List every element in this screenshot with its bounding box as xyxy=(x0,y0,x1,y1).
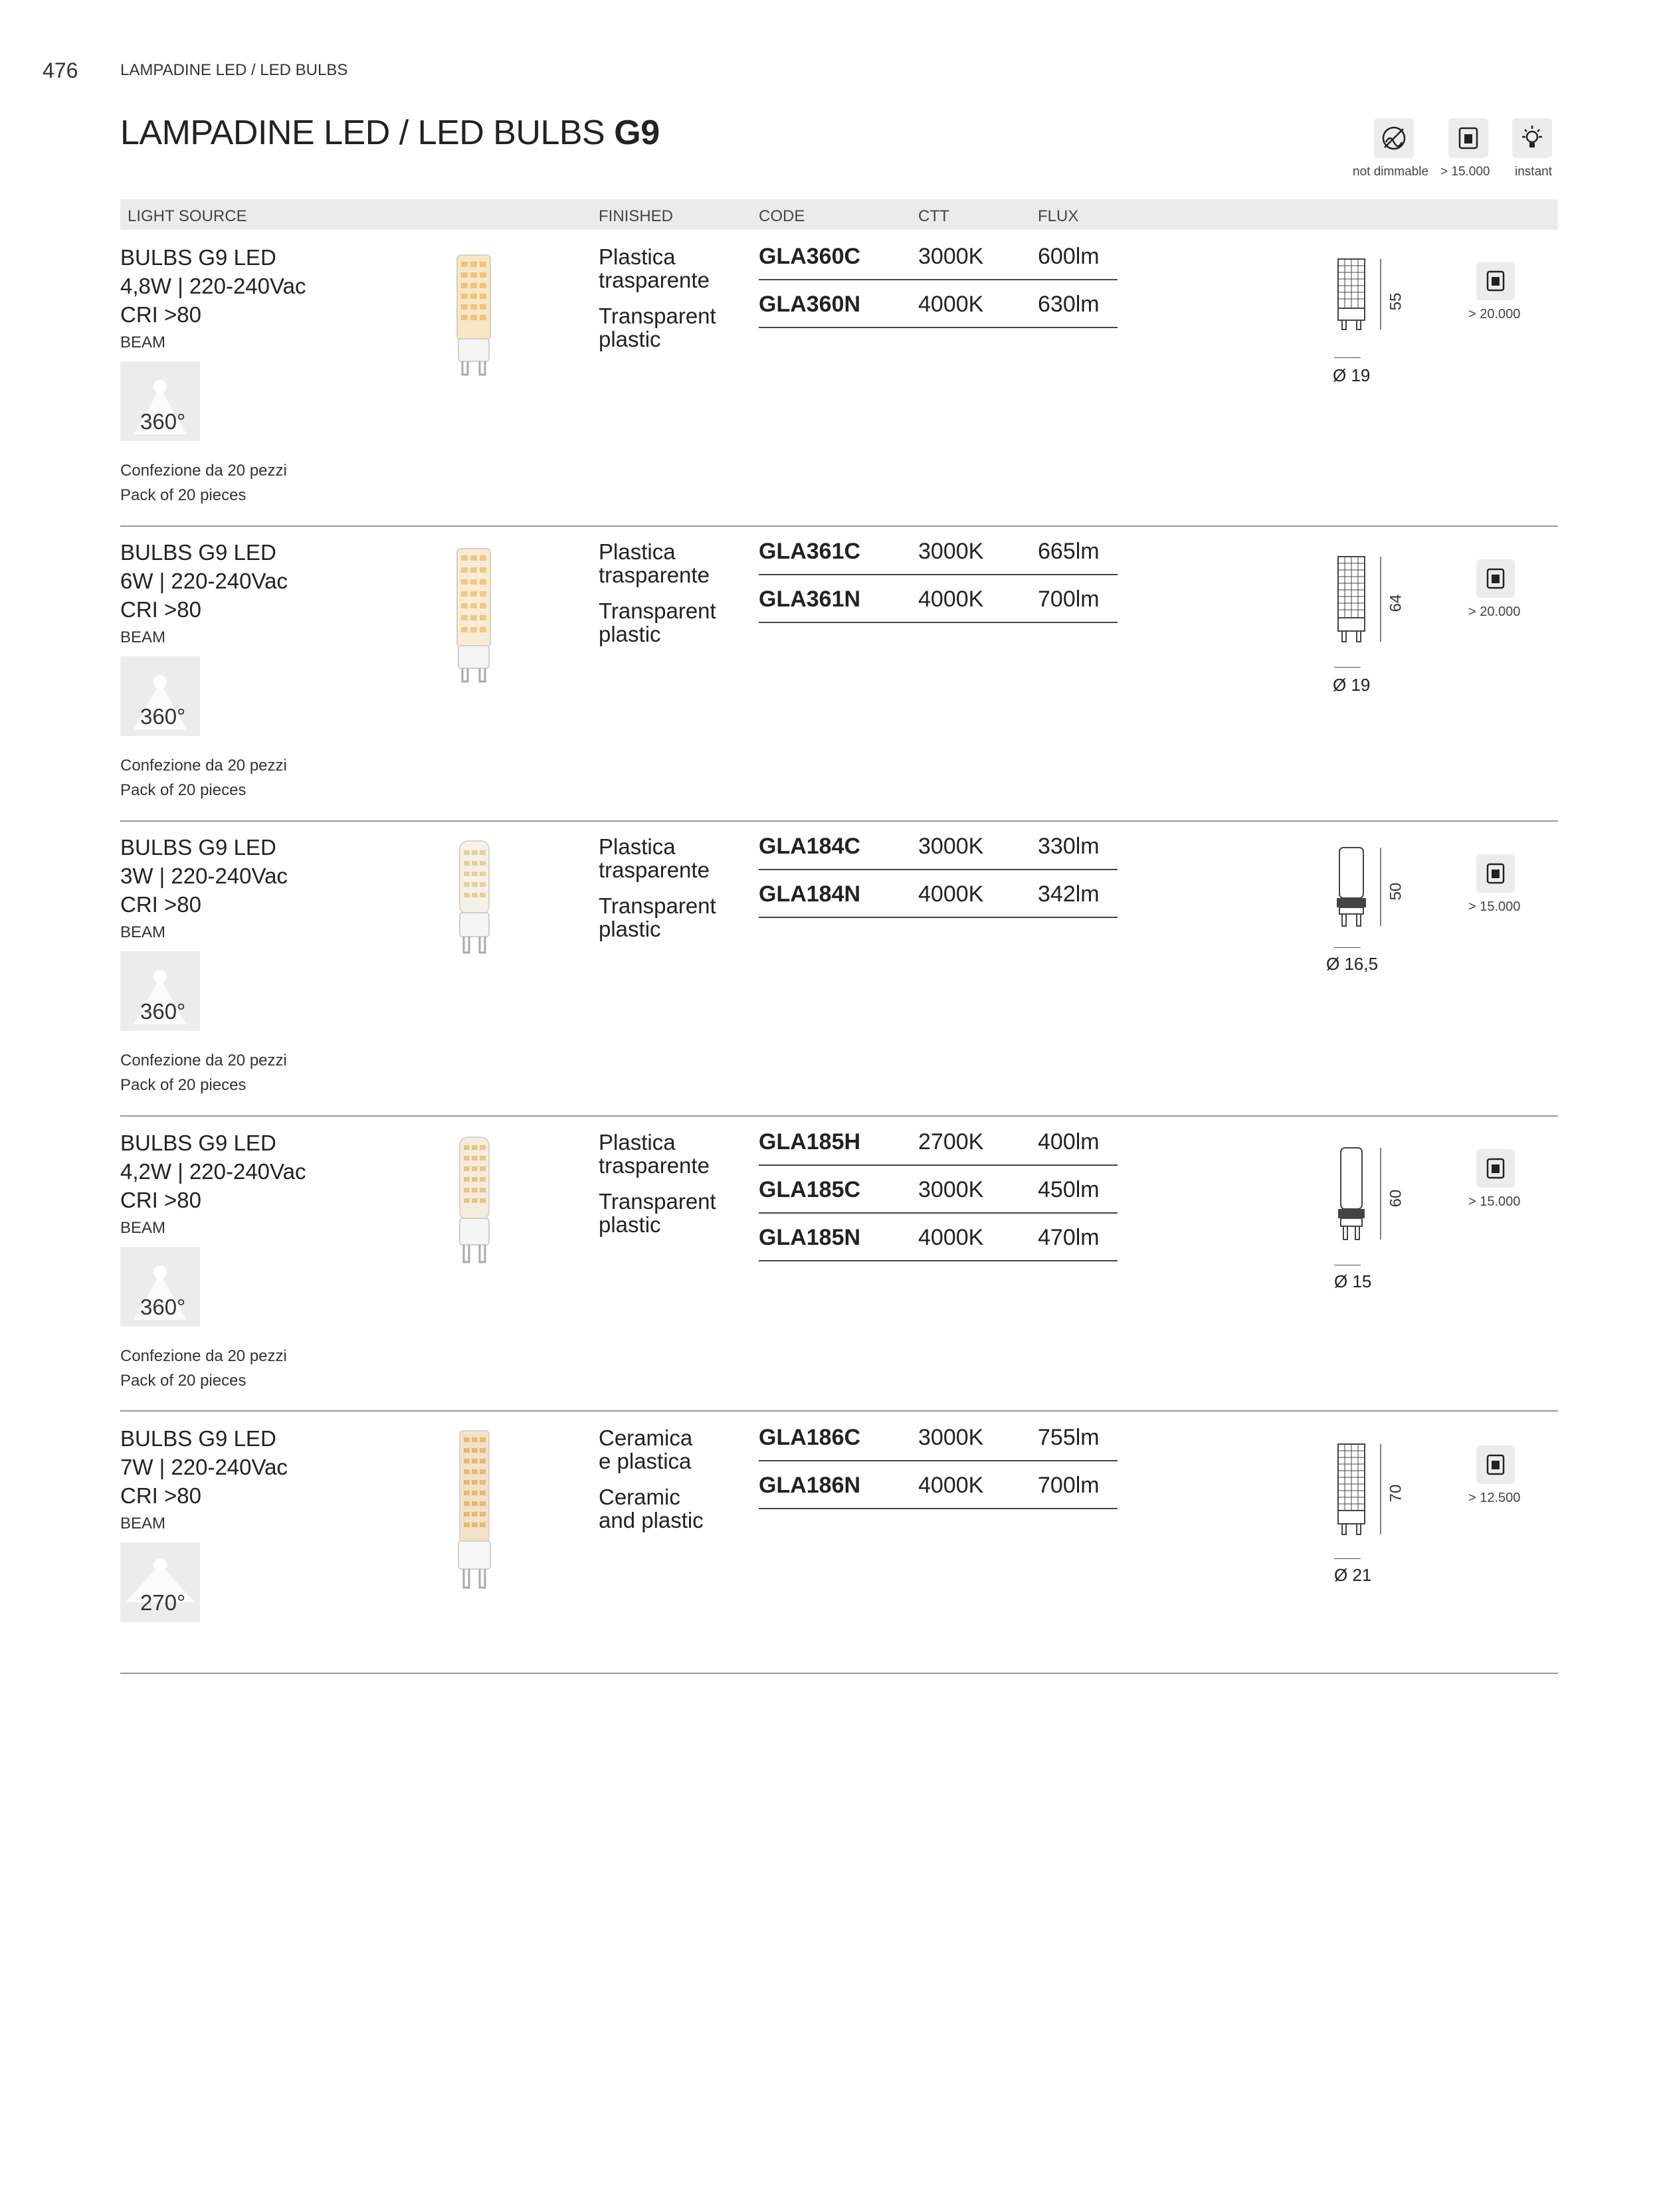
finish-it-line2: e plastica xyxy=(599,1449,692,1473)
variant-divider xyxy=(759,327,1118,328)
finish-en-line1: Transparent xyxy=(599,893,716,918)
finish-it-line2: trasparente xyxy=(599,1153,710,1178)
variant-code: GLA184N xyxy=(759,881,861,907)
finish-it-line1: Plastica xyxy=(599,539,676,564)
dimension-height: 50 xyxy=(1387,882,1405,901)
product-cri: CRI >80 xyxy=(120,1188,201,1212)
variant-ctt: 4000K xyxy=(918,881,984,907)
lifetime-hours: > 20.000 xyxy=(1468,307,1521,322)
lifetime-icon xyxy=(1448,118,1488,158)
pack-en: Pack of 20 pieces xyxy=(120,1076,246,1094)
col-code: CODE xyxy=(759,207,805,225)
page-number: 476 xyxy=(43,58,78,82)
col-finished: FINISHED xyxy=(599,207,674,225)
finish-it-line1: Ceramica xyxy=(599,1426,693,1450)
bulb-product-image xyxy=(454,838,494,958)
variant-ctt: 3000K xyxy=(918,244,984,269)
variant-code: GLA186C xyxy=(759,1425,861,1450)
variant-divider xyxy=(759,869,1118,870)
pack-it: Confezione da 20 pezzi xyxy=(120,462,287,480)
finish-it-line1: Plastica xyxy=(599,1130,676,1154)
dimension-drawing xyxy=(1322,551,1382,658)
variant-divider xyxy=(759,279,1118,280)
beam-label: BEAM xyxy=(120,1219,166,1237)
lifetime-icon xyxy=(1476,1445,1515,1484)
pack-en: Pack of 20 pieces xyxy=(120,781,246,799)
variant-code: GLA361N xyxy=(759,587,861,612)
variant-ctt: 4000K xyxy=(918,1473,984,1498)
beam-label: BEAM xyxy=(120,333,166,351)
variant-divider xyxy=(759,1460,1118,1461)
row-separator xyxy=(120,525,1558,527)
dimension-height: 55 xyxy=(1387,292,1405,311)
header-label-lifetime: > 15.000 xyxy=(1440,165,1490,179)
finish-en-line1: Ceramic xyxy=(599,1485,680,1509)
product-cri: CRI >80 xyxy=(120,892,201,917)
finish-en-line2: plastic xyxy=(599,622,661,646)
finish-en-line2: and plastic xyxy=(599,1508,704,1532)
variant-flux: 700lm xyxy=(1038,1473,1100,1498)
finish-it-line1: Plastica xyxy=(599,244,676,269)
dimension-drawing xyxy=(1322,1144,1382,1257)
lifetime-hours: > 12.500 xyxy=(1468,1491,1521,1505)
bulb-product-image xyxy=(452,546,496,684)
product-cri: CRI >80 xyxy=(120,302,201,327)
finish-it-line1: Plastica xyxy=(599,834,676,859)
running-header: LAMPADINE LED / LED BULBS xyxy=(120,61,348,79)
bulb-product-image xyxy=(454,1135,494,1267)
product-cri: CRI >80 xyxy=(120,597,201,622)
product-name: BULBS G9 LED xyxy=(120,245,276,270)
dimension-drawing xyxy=(1322,252,1382,345)
lifetime-icon xyxy=(1476,1149,1515,1188)
title-bold: G9 xyxy=(614,114,660,152)
col-ctt: CTT xyxy=(918,207,949,225)
beam-label: BEAM xyxy=(120,923,166,941)
dimension-diameter: Ø 21 xyxy=(1334,1565,1372,1585)
beam-label: BEAM xyxy=(120,628,166,646)
product-name: BULBS G9 LED xyxy=(120,1426,276,1451)
variant-flux: 665lm xyxy=(1038,539,1100,564)
variant-ctt: 2700K xyxy=(918,1129,984,1154)
beam-angle-value: 270° xyxy=(140,1590,186,1615)
pack-it: Confezione da 20 pezzi xyxy=(120,757,287,775)
beam-angle-value: 360° xyxy=(140,1295,186,1319)
product-power: 3W | 220-240Vac xyxy=(120,864,288,888)
variant-code: GLA360C xyxy=(759,244,861,269)
variant-code: GLA186N xyxy=(759,1473,861,1498)
finish-it-line2: trasparente xyxy=(599,563,710,587)
dimension-line xyxy=(1334,667,1361,668)
lifetime-hours: > 15.000 xyxy=(1468,1194,1521,1209)
product-cri: CRI >80 xyxy=(120,1483,201,1508)
dimension-line xyxy=(1334,947,1361,948)
header-label-instant: instant xyxy=(1515,165,1552,179)
variant-flux: 470lm xyxy=(1038,1225,1100,1250)
variant-divider xyxy=(759,1212,1118,1214)
dimension-diameter: Ø 19 xyxy=(1333,675,1371,695)
finish-en-line2: plastic xyxy=(599,917,661,941)
finish-en-line2: plastic xyxy=(599,327,661,351)
dimension-height: 64 xyxy=(1387,594,1405,612)
product-power: 4,8W | 220-240Vac xyxy=(120,274,306,298)
instant-light-icon xyxy=(1512,118,1552,158)
beam-angle-box xyxy=(120,1542,200,1622)
beam-angle-box xyxy=(120,1247,200,1327)
variant-ctt: 4000K xyxy=(918,292,984,317)
variant-flux: 400lm xyxy=(1038,1129,1100,1154)
dimension-line xyxy=(1334,357,1361,358)
variant-divider xyxy=(759,1164,1118,1166)
beam-angle-box xyxy=(120,361,200,441)
lifetime-hours: > 15.000 xyxy=(1468,899,1521,914)
product-power: 6W | 220-240Vac xyxy=(120,569,288,593)
title-main: LAMPADINE LED / LED BULBS xyxy=(120,114,605,152)
finish-it-line2: trasparente xyxy=(599,858,710,882)
variant-divider xyxy=(759,1260,1118,1261)
pack-it: Confezione da 20 pezzi xyxy=(120,1347,287,1365)
variant-flux: 342lm xyxy=(1038,881,1100,907)
finish-it-line2: trasparente xyxy=(599,268,710,292)
variant-code: GLA360N xyxy=(759,292,861,317)
header-label-not-dimmable: not dimmable xyxy=(1353,165,1429,179)
pack-en: Pack of 20 pieces xyxy=(120,486,246,504)
variant-ctt: 3000K xyxy=(918,1425,984,1450)
column-header-bar xyxy=(120,199,1558,230)
dimension-diameter: Ø 16,5 xyxy=(1326,954,1379,974)
row-separator xyxy=(120,1410,1558,1412)
page-title xyxy=(120,113,660,153)
beam-label: BEAM xyxy=(120,1515,166,1532)
dimension-height: 70 xyxy=(1387,1484,1405,1503)
not-dimmable-icon xyxy=(1374,118,1414,158)
beam-angle-value: 360° xyxy=(140,409,186,434)
variant-ctt: 4000K xyxy=(918,587,984,612)
dimension-drawing xyxy=(1322,844,1382,943)
dimension-height: 60 xyxy=(1387,1189,1405,1208)
variant-ctt: 3000K xyxy=(918,834,984,859)
finish-en-line1: Transparent xyxy=(599,1189,716,1214)
lifetime-hours: > 20.000 xyxy=(1468,604,1521,619)
variant-flux: 755lm xyxy=(1038,1425,1100,1450)
finish-en-line1: Transparent xyxy=(599,304,716,328)
table-bottom-rule xyxy=(120,1673,1558,1674)
dimension-drawing xyxy=(1322,1440,1382,1549)
lifetime-icon xyxy=(1476,262,1515,300)
pack-it: Confezione da 20 pezzi xyxy=(120,1052,287,1069)
variant-code: GLA185C xyxy=(759,1177,861,1202)
variant-ctt: 4000K xyxy=(918,1225,984,1250)
col-flux: FLUX xyxy=(1038,207,1079,225)
variant-ctt: 3000K xyxy=(918,539,984,564)
dimension-line xyxy=(1334,1558,1361,1559)
product-name: BULBS G9 LED xyxy=(120,540,276,565)
product-name: BULBS G9 LED xyxy=(120,835,276,860)
beam-angle-box xyxy=(120,951,200,1031)
lifetime-icon xyxy=(1476,559,1515,598)
variant-code: GLA184C xyxy=(759,834,861,859)
variant-code: GLA185H xyxy=(759,1129,861,1154)
finish-en-line2: plastic xyxy=(599,1212,661,1237)
variant-divider xyxy=(759,622,1118,623)
beam-angle-value: 360° xyxy=(140,999,186,1024)
row-separator xyxy=(120,820,1558,822)
variant-divider xyxy=(759,574,1118,575)
variant-divider xyxy=(759,1508,1118,1509)
col-light-source: LIGHT SOURCE xyxy=(128,207,247,225)
dimension-diameter: Ø 15 xyxy=(1334,1271,1372,1291)
variant-code: GLA185N xyxy=(759,1225,861,1250)
variant-flux: 330lm xyxy=(1038,834,1100,859)
variant-flux: 600lm xyxy=(1038,244,1100,269)
product-power: 7W | 220-240Vac xyxy=(120,1455,288,1479)
variant-flux: 700lm xyxy=(1038,587,1100,612)
product-name: BULBS G9 LED xyxy=(120,1131,276,1155)
variant-flux: 450lm xyxy=(1038,1177,1100,1202)
row-separator xyxy=(120,1115,1558,1117)
variant-divider xyxy=(759,917,1118,918)
variant-code: GLA361C xyxy=(759,539,861,564)
finish-en-line1: Transparent xyxy=(599,599,716,623)
beam-angle-box xyxy=(120,656,200,736)
variant-ctt: 3000K xyxy=(918,1177,984,1202)
pack-en: Pack of 20 pieces xyxy=(120,1372,246,1390)
beam-angle-value: 360° xyxy=(140,704,186,729)
variant-flux: 630lm xyxy=(1038,292,1100,317)
dimension-diameter: Ø 19 xyxy=(1333,365,1371,385)
product-power: 4,2W | 220-240Vac xyxy=(120,1159,306,1184)
bulb-product-image xyxy=(454,1428,494,1594)
lifetime-icon xyxy=(1476,854,1515,893)
bulb-product-image xyxy=(452,252,496,379)
